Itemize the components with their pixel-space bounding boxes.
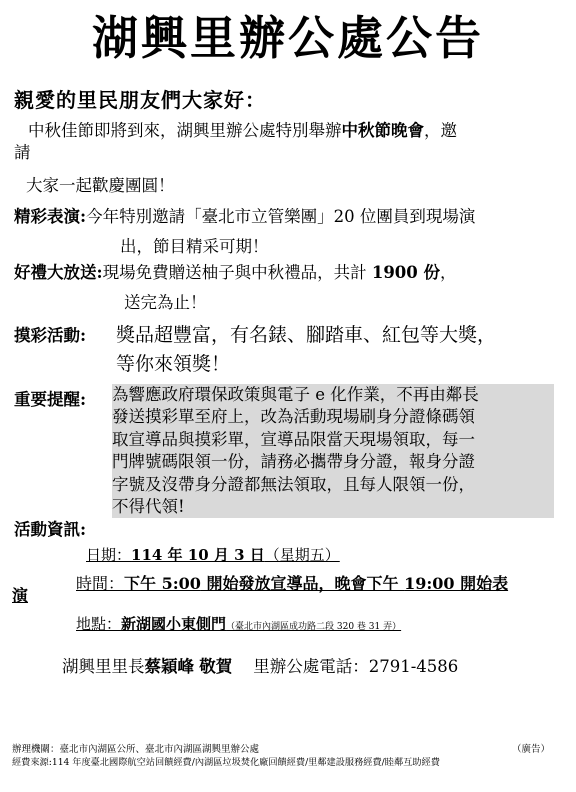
event-name: 中秋節晚會 [341,121,424,140]
time-middle: 開始發放宣導品，晚會下午 [200,574,405,593]
time-evening: 19:00 [404,574,455,593]
greeting: 親愛的里民朋友們大家好： [14,88,266,112]
footer-ad-tag: （廣告） [512,744,551,755]
footer-funding: 經費來源:114 年度臺北國際航空站回饋經費/內湖區垃圾焚化廠回饋經費/里鄰建設服務經費/睦鄰互助經費 [12,757,440,768]
time-wrap: 演 [12,586,29,605]
lottery-line-2: 等你來領獎！ [116,353,231,375]
notice-line: 取宣導品與摸彩單，宣導品限當天現場領取，每一 [112,429,475,449]
notice-label: 重要提醒: [14,390,87,409]
intro-wrap: 請 [14,143,31,162]
gift-count: 1900 份 [371,263,441,282]
lottery-line-1: 獎品超豐富，有名錶、腳踏車、紅包等大獎， [116,324,497,346]
intro-line-2: 大家一起歡慶團圓！ [26,176,175,195]
perf-label: 精彩表演: [14,207,87,226]
place-label: 地點： [76,615,122,633]
notice-line: 發送摸彩單至府上，改為活動現場刷身分證條碼領 [112,407,475,427]
gift-text: 現場免費贈送柚子與中秋禮品，共計 [102,263,367,282]
notice-box [112,384,554,518]
place-value: 新湖國小東側門 [121,615,227,633]
gift-text-end: ， [440,263,457,282]
notice-line: 不得代領! [112,497,185,517]
intro-text-end: ，邀 [424,121,457,140]
time-label: 時間： [76,574,125,593]
date-label: 日期： [86,546,132,564]
intro-text: 中秋佳節即將到來，湖興里辦公處特別舉辦 [28,121,342,140]
date-line [86,544,340,565]
footer-organizer: 辦理機關：臺北市內湖區公所、臺北市內湖區湖興里辦公處 [12,744,260,755]
info-label: 活動資訊: [14,520,87,539]
signature-prefix: 湖興里里長 [62,657,145,676]
perf-text: 今年特別邀請「臺北市立管樂團」20 位團員到現場演 [86,207,476,226]
signature-respect: 敬賀 [199,657,233,676]
gift-label: 好禮大放送: [14,263,103,282]
date-weekday: （星期五） [264,546,340,564]
date-value: 114 年 10 月 3 日 [131,546,265,564]
office-phone: 里辦公處電話：2791-4586 [253,657,459,676]
page-title: 湖興里辦公處公告 [92,11,484,65]
time-start: 下午 5:00 [124,574,201,593]
signature-line [62,653,458,677]
notice-line: 為響應政府環保政策與電子 e 化作業，不再由鄰長 [112,385,479,404]
intro-line-1 [28,120,457,142]
time-end: 開始表 [454,574,509,593]
place-address: （臺北市內湖區成功路二段 320 巷 31 弄） [226,622,402,632]
notice-line: 門牌號碼限領一份，請務必攜帶身分證，報身分證 [112,452,475,472]
chief-name: 蔡穎峰 [144,657,194,676]
perf-line-1 [14,206,475,228]
gift-line-2: 送完為止！ [124,293,207,312]
notice-line: 字號及沒帶身分證都無法領取，且每人限領一份， [112,474,475,494]
perf-line-2: 出，節目精采可期！ [120,237,269,256]
gift-line-1 [14,262,457,284]
place-line [76,613,401,634]
lottery-label: 摸彩活動: [14,326,87,345]
time-line [76,571,508,594]
